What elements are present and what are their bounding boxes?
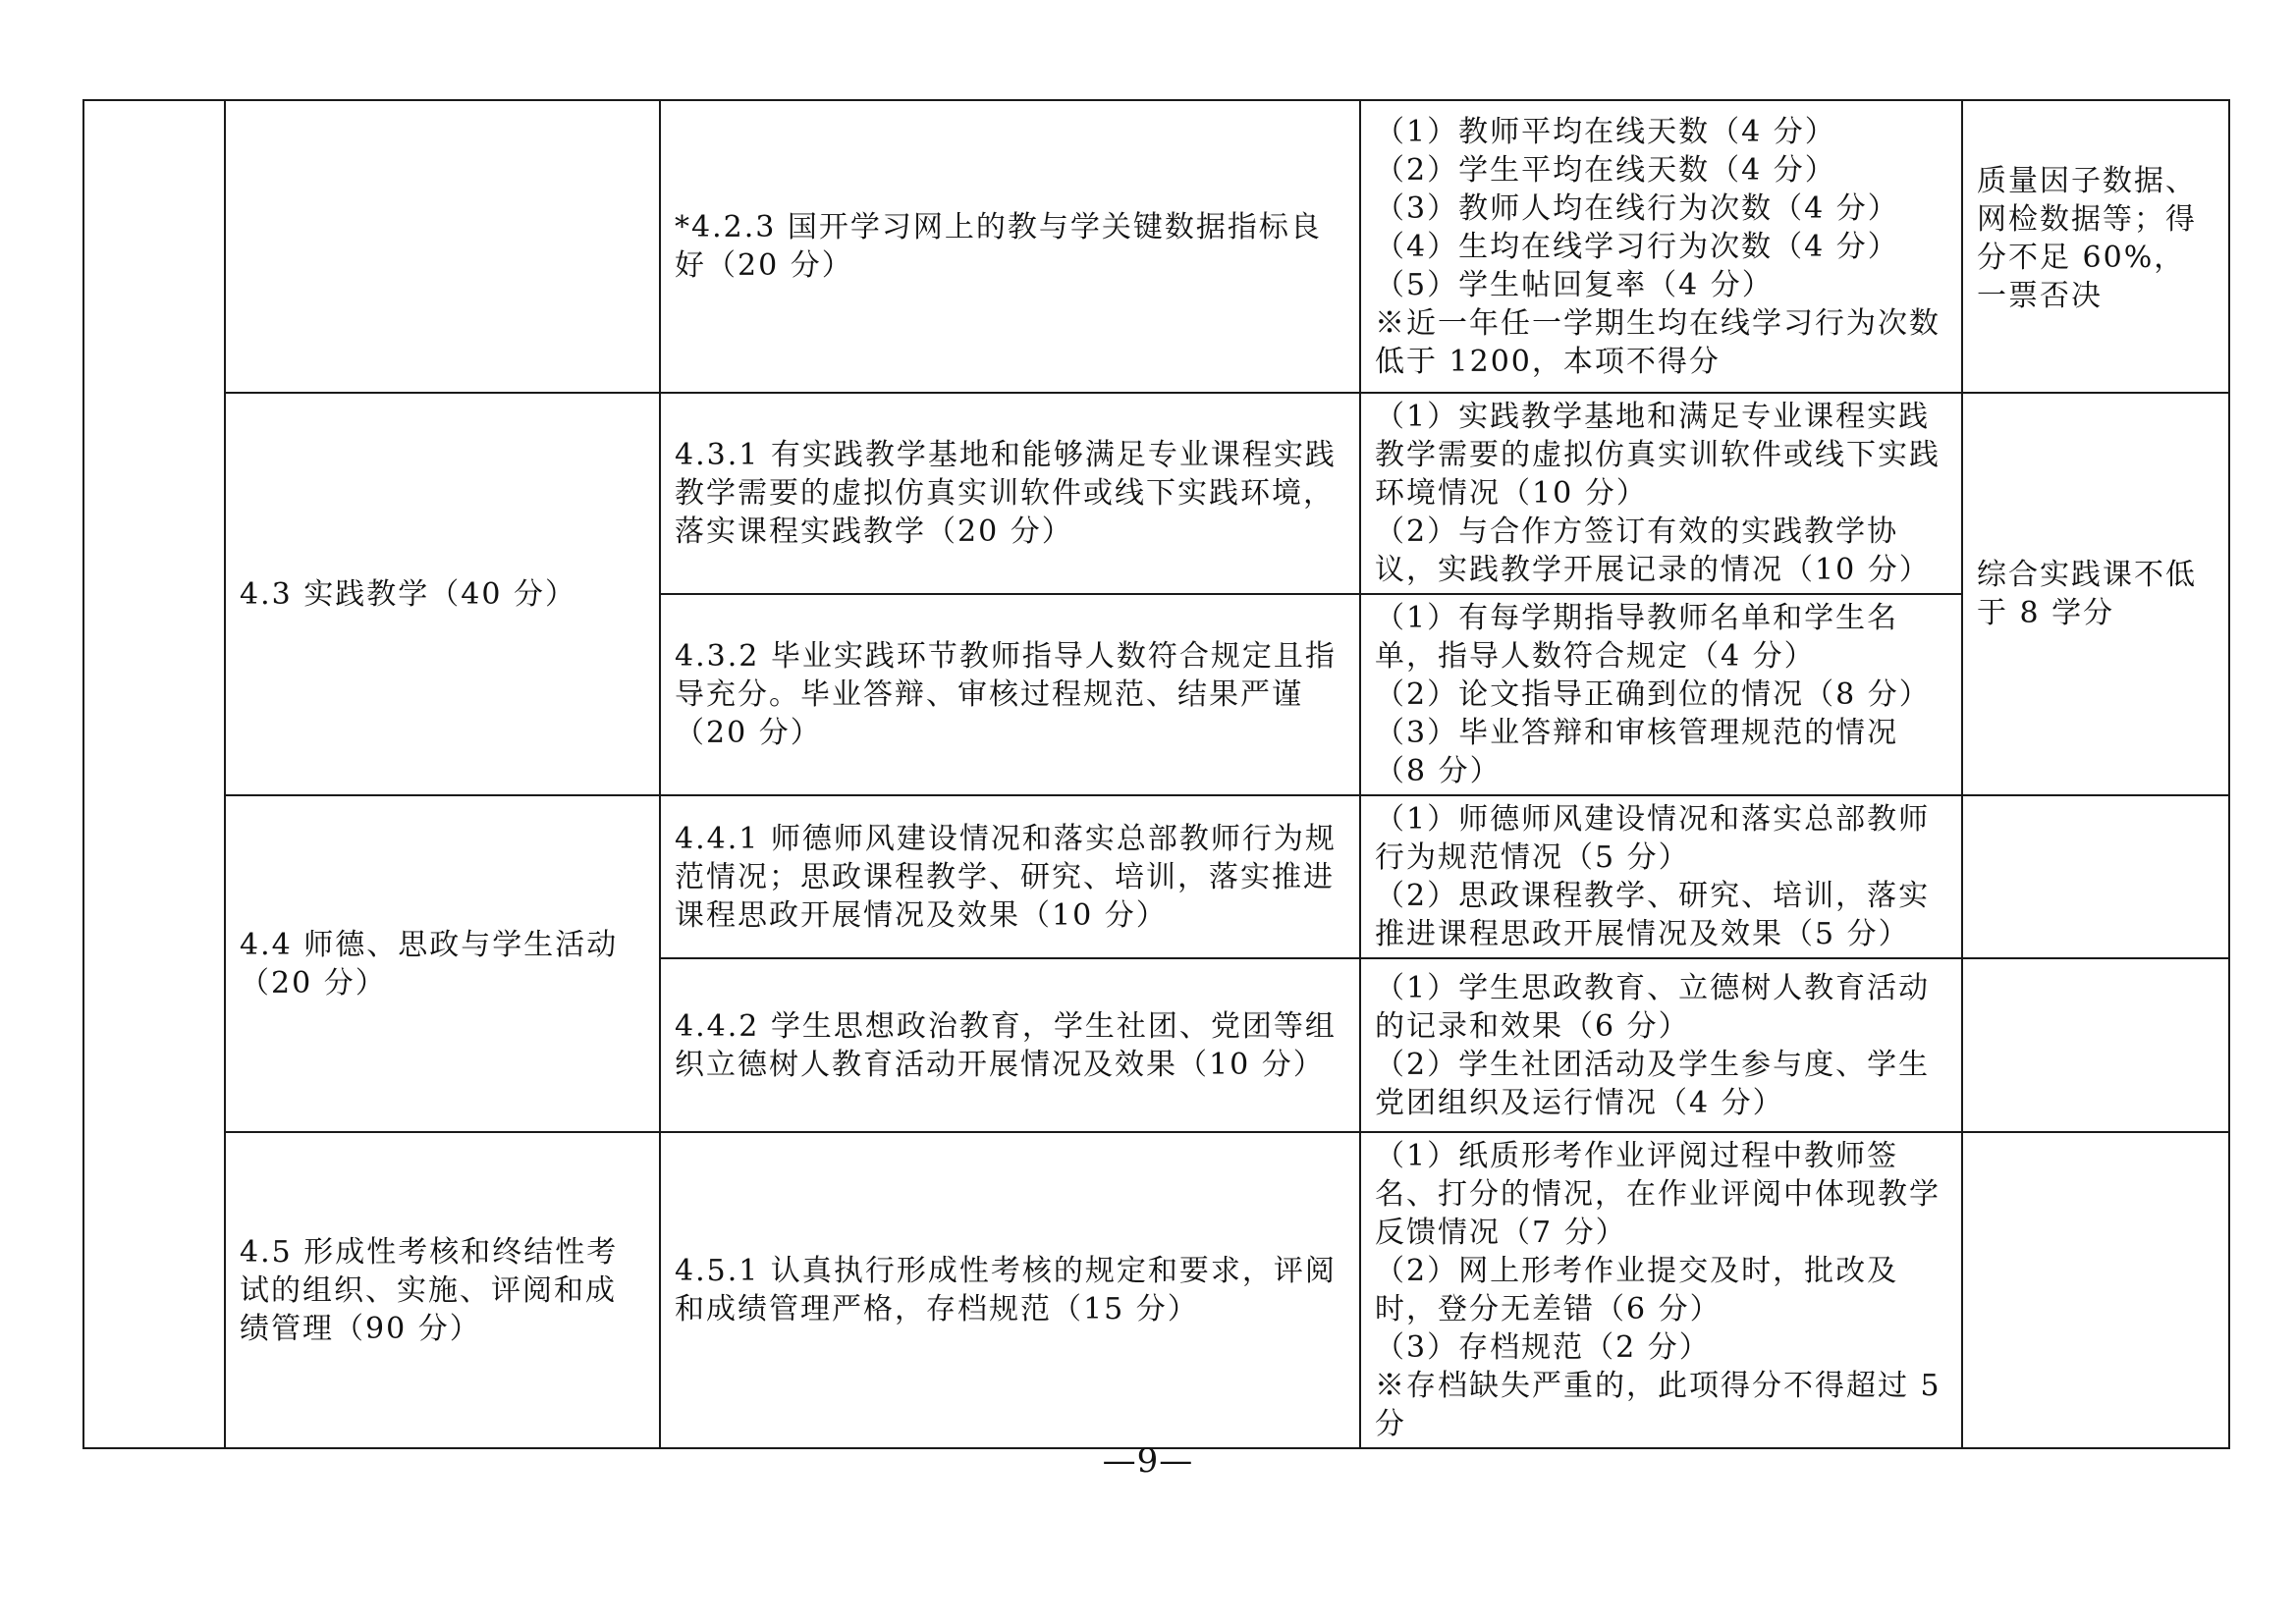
criteria-line: （3）存档规范（2 分）: [1375, 1330, 1711, 1365]
item-cell: [660, 393, 1360, 594]
criteria-line: （2）论文指导正确到位的情况（8 分）: [1375, 677, 1931, 712]
secondary-indicator-label: 4.5 形成性考核和终结性考试的组织、实施、评阅和成绩管理（90 分）: [240, 1234, 619, 1346]
criteria-cell: [1360, 594, 1962, 795]
item-cell: [660, 1132, 1360, 1448]
note-cell-empty: [1962, 1132, 2229, 1448]
criteria-line: （2）学生平均在线天数（4 分）: [1375, 152, 1836, 188]
item-cell: [660, 958, 1360, 1132]
criteria-line: （5）学生帖回复率（4 分）: [1375, 267, 1774, 302]
criteria-line: （1）学生思政教育、立德树人教育活动的记录和效果（6 分）: [1375, 970, 1931, 1044]
criteria-cell: [1360, 795, 1962, 958]
criteria-cell: [1360, 100, 1962, 393]
evaluation-table: [82, 99, 2230, 1449]
item-text: 4.3.1 有实践教学基地和能够满足专业课程实践教学需要的虚拟仿真实训软件或线下实践环境，落实课程实践教学（20 分）: [675, 438, 1337, 549]
criteria-cell: [1360, 958, 1962, 1132]
secondary-indicator-cell: [225, 393, 660, 795]
criteria-line: （2）学生社团活动及学生参与度、学生党团组织及运行情况（4 分）: [1375, 1047, 1931, 1120]
table-row-4-3-1: [83, 393, 2229, 594]
secondary-indicator-cell-empty: [225, 100, 660, 393]
item-text: 4.4.1 师德师风建设情况和落实总部教师行为规范情况；思政课程教学、研究、培训，落实推进课程思政开展情况及效果（10 分）: [675, 821, 1337, 933]
criteria-line: （4）生均在线学习行为次数（4 分）: [1375, 229, 1899, 264]
note-text: 综合实践课不低于 8 学分: [1977, 558, 2197, 630]
table-row-4-4-1: [83, 795, 2229, 958]
criteria-cell: [1360, 393, 1962, 594]
criteria-line: （1）教师平均在线天数（4 分）: [1375, 114, 1836, 149]
criteria-line: （2）思政课程教学、研究、培训，落实推进课程思政开展情况及效果（5 分）: [1375, 879, 1931, 951]
criteria-line: （1）师德师风建设情况和落实总部教师行为规范情况（5 分）: [1375, 802, 1931, 875]
secondary-indicator-label: 4.3 实践教学（40 分）: [240, 576, 576, 612]
criteria-line: （1）有每学期指导教师名单和学生名单，指导人数符合规定（4 分）: [1375, 601, 1899, 674]
item-text: 4.5.1 认真执行形成性考核的规定和要求，评阅和成绩管理严格，存档规范（15 分）: [675, 1254, 1337, 1326]
note-text: 质量因子数据、网检数据等；得分不足 60%，一票否决: [1977, 164, 2197, 313]
item-text: 4.3.2 毕业实践环节教师指导人数符合规定且指导充分。毕业答辩、审核过程规范、结果严谨（20 分）: [675, 639, 1337, 750]
note-cell-empty: [1962, 958, 2229, 1132]
item-cell: [660, 100, 1360, 393]
item-text: 4.4.2 学生思想政治教育，学生社团、党团等组织立德树人教育活动开展情况及效果（10 分）: [675, 1008, 1337, 1082]
item-text: *4.2.3 国开学习网上的教与学关键数据指标良好（20 分）: [675, 210, 1322, 283]
criteria-note: ※存档缺失严重的，此项得分不得超过 5 分: [1375, 1369, 1941, 1441]
criteria-line: （1）纸质形考作业评阅过程中教师签名、打分的情况，在作业评阅中体现教学反馈情况（7 分）: [1375, 1139, 1941, 1250]
note-cell: [1962, 393, 2229, 795]
secondary-indicator-cell: [225, 795, 660, 1132]
criteria-note: ※近一年任一学期生均在线学习行为次数低于 1200，本项不得分: [1375, 305, 1941, 379]
criteria-line: （3）教师人均在线行为次数（4 分）: [1375, 190, 1899, 226]
criteria-line: （1）实践教学基地和满足专业课程实践教学需要的虚拟仿真实训软件或线下实践环境情况（10 分）: [1375, 400, 1941, 511]
table-row-4-5-1: [83, 1132, 2229, 1448]
criteria-line: （3）毕业答辩和审核管理规范的情况（8 分）: [1375, 716, 1899, 788]
table-row-4-2-3: [83, 100, 2229, 393]
item-cell: [660, 594, 1360, 795]
note-cell-empty: [1962, 795, 2229, 958]
criteria-line: （2）网上形考作业提交及时，批改及时，登分无差错（6 分）: [1375, 1254, 1899, 1326]
secondary-indicator-cell: [225, 1132, 660, 1448]
criteria-line: （2）与合作方签订有效的实践教学协议，实践教学开展记录的情况（10 分）: [1375, 514, 1931, 587]
primary-indicator-cell: [83, 100, 225, 1448]
note-cell: [1962, 100, 2229, 393]
item-cell: [660, 795, 1360, 958]
page-number: —9—: [1102, 1441, 1194, 1481]
criteria-cell: [1360, 1132, 1962, 1448]
secondary-indicator-label: 4.4 师德、思政与学生活动（20 分）: [240, 927, 619, 1001]
